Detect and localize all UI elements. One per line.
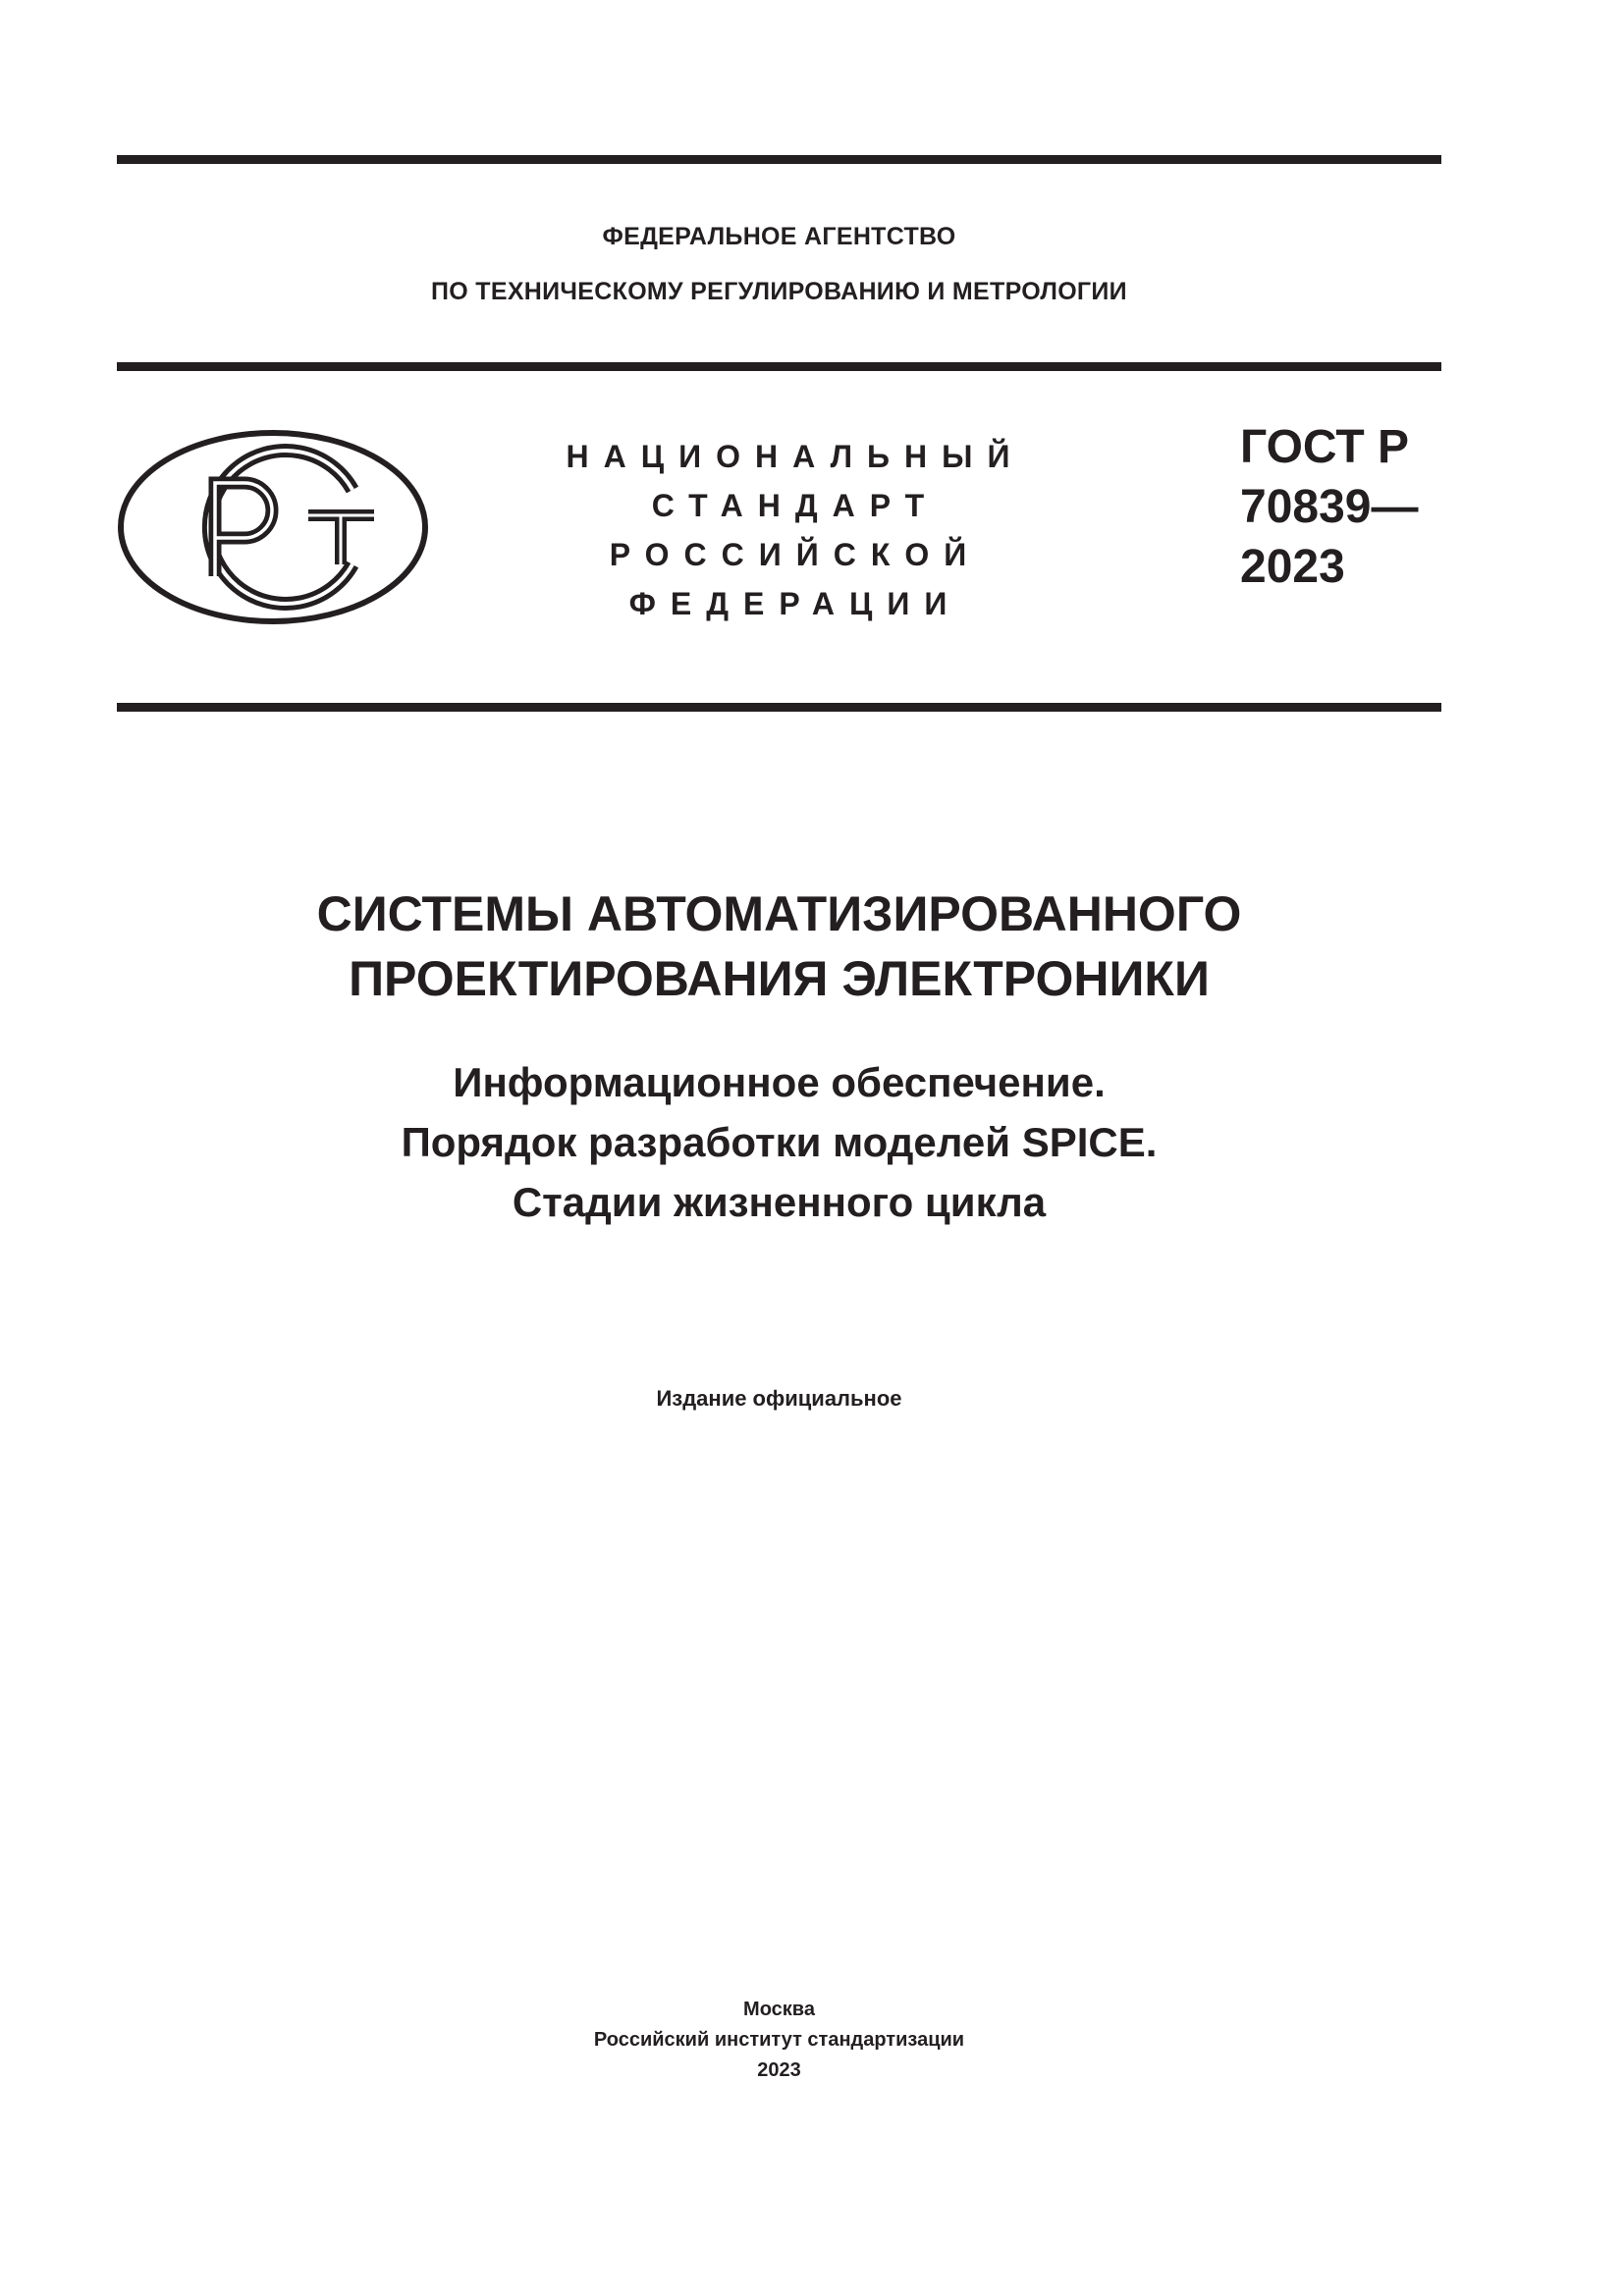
- national-standard-label: [550, 432, 1041, 628]
- imprint-publisher: Российский институт стандартизации: [593, 2029, 965, 2051]
- document-subtitle-line-2: Порядок разработки моделей SPICE.: [401, 1119, 1158, 1165]
- standard-designation: [1240, 417, 1418, 597]
- agency-bottom-rule: [117, 362, 1441, 371]
- national-standard-line-1: НАЦИОНАЛЬНЫЙ: [566, 439, 1025, 474]
- document-subtitle-line-3: Стадии жизненного цикла: [512, 1179, 1047, 1225]
- national-standard-line-3: РОССИЙСКОЙ: [609, 537, 982, 572]
- document-title-line-2: ПРОЕКТИРОВАНИЯ ЭЛЕКТРОНИКИ: [349, 951, 1210, 1006]
- imprint-year: 2023: [757, 2059, 801, 2081]
- header-bottom-rule: [117, 703, 1441, 712]
- document-title-line-1: СИСТЕМЫ АВТОМАТИЗИРОВАННОГО: [316, 886, 1242, 941]
- agency-line-1: ФЕДЕРАЛЬНОЕ АГЕНТСТВО: [602, 223, 956, 250]
- imprint-city: Москва: [743, 1999, 815, 2020]
- designation-line-2: 70839—: [1240, 481, 1419, 533]
- top-rule: [117, 155, 1441, 164]
- rst-certification-mark-icon: [117, 429, 429, 625]
- designation-line-3: 2023: [1240, 541, 1345, 593]
- document-subtitle-line-1: Информационное обеспечение.: [453, 1059, 1106, 1105]
- national-standard-line-4: ФЕДЕРАЦИИ: [628, 586, 962, 621]
- agency-line-2: ПО ТЕХНИЧЕСКОМУ РЕГУЛИРОВАНИЮ И МЕТРОЛОГИИ: [431, 278, 1127, 305]
- designation-line-1: ГОСТ Р: [1240, 421, 1410, 473]
- national-standard-line-2: СТАНДАРТ: [651, 488, 940, 523]
- edition-label: Издание официальное: [656, 1386, 902, 1411]
